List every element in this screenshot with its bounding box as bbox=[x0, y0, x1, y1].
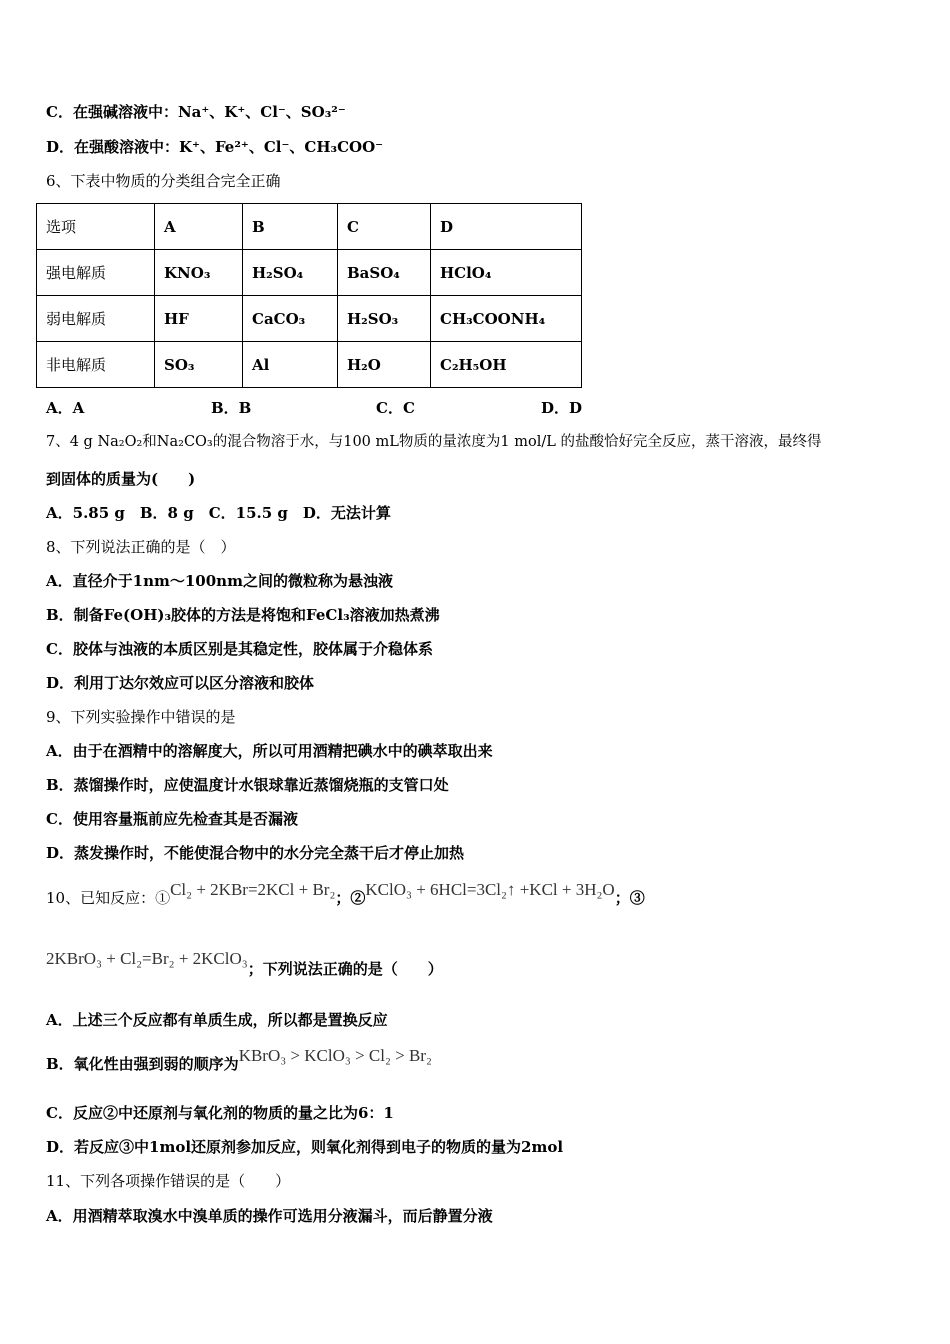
question-8-option-a: A．直径介于1nm～100nm之间的微粒称为悬浊液 bbox=[46, 572, 393, 590]
table-row bbox=[37, 250, 582, 296]
table-header-cell: D bbox=[431, 204, 582, 250]
oxidizing-order-formula: KBrO₃ > KClO₃ > Cl₂ > Br₂ bbox=[238, 1046, 432, 1065]
question-10-option-d: D．若反应③中1mol还原剂参加反应，则氧化剂得到电子的物质的量为2mol bbox=[46, 1138, 564, 1156]
question-8-stem: 8、下列说法正确的是（ ） bbox=[46, 538, 236, 556]
table-cell: HF bbox=[155, 296, 243, 342]
table-cell: C₂H₅OH bbox=[431, 342, 582, 388]
question-7-stem-line-2: 到固体的质量为( ) bbox=[46, 470, 196, 488]
question-11-option-a: A．用酒精萃取溴水中溴单质的操作可选用分液漏斗，而后静置分液 bbox=[46, 1207, 493, 1225]
question-8-option-d: D．利用丁达尔效应可以区分溶液和胶体 bbox=[46, 674, 315, 692]
question-9-option-c: C．使用容量瓶前应先检查其是否漏液 bbox=[46, 810, 298, 828]
option-c-line bbox=[46, 102, 346, 122]
table-cell: HClO₄ bbox=[431, 250, 582, 296]
table-row bbox=[37, 204, 582, 250]
table-header-cell: A bbox=[155, 204, 243, 250]
option-c-ions: Na⁺、K⁺、Cl⁻、SO₃²⁻ bbox=[177, 103, 346, 121]
table-header-cell: 选项 bbox=[37, 204, 155, 250]
reaction-2-marker: ；② bbox=[335, 889, 366, 907]
table-cell: CH₃COONH₄ bbox=[431, 296, 582, 342]
question-10-prefix: 10、已知反应：① bbox=[46, 889, 171, 907]
table-cell: SO₃ bbox=[155, 342, 243, 388]
question-6-options bbox=[46, 398, 582, 418]
option-d-line bbox=[46, 137, 383, 157]
question-10-option-b-label: B．氧化性由强到弱的顺序为 bbox=[46, 1055, 239, 1073]
question-10-option-a: A．上述三个反应都有单质生成，所以都是置换反应 bbox=[46, 1011, 388, 1029]
option-d-label: D．在强酸溶液中： bbox=[46, 138, 180, 156]
table-cell: 非电解质 bbox=[37, 342, 155, 388]
reaction-2-equation: KClO₃ + 6HCl=3Cl₂↑ +KCl + 3H₂O bbox=[365, 880, 615, 899]
table-cell: H₂SO₄ bbox=[243, 250, 338, 296]
table-cell: CaCO₃ bbox=[243, 296, 338, 342]
question-7-stem-line-1: 7、4 g Na₂O₂和Na₂CO₃的混合物溶于水，与100 mL物质的量浓度为1 mol/L 的盐酸恰好完全反应，蒸干溶液，最终得 bbox=[46, 434, 822, 450]
table-cell: 弱电解质 bbox=[37, 296, 155, 342]
question-9-stem: 9、下列实验操作中错误的是 bbox=[46, 708, 236, 726]
reaction-1-equation: Cl₂ + 2KBr=2KCl + Br₂ bbox=[170, 880, 336, 899]
question-6-option-a: A．A bbox=[46, 399, 85, 417]
classification-table bbox=[36, 203, 582, 388]
table-header-cell: C bbox=[338, 204, 431, 250]
question-7-options: A．5.85 g B．8 g C．15.5 g D．无法计算 bbox=[46, 504, 391, 522]
question-11-stem: 11、下列各项操作错误的是（ ） bbox=[46, 1172, 291, 1190]
table-cell: KNO₃ bbox=[155, 250, 243, 296]
question-8-option-b: B．制备Fe(OH)₃胶体的方法是将饱和FeCl₃溶液加热煮沸 bbox=[46, 606, 440, 624]
question-10-stem-end: ；下列说法正确的是（ ） bbox=[247, 960, 443, 978]
question-10-option-b bbox=[46, 1046, 432, 1073]
question-9-option-d: D．蒸发操作时，不能使混合物中的水分完全蒸干后才停止加热 bbox=[46, 844, 465, 862]
option-d-ions: K⁺、Fe²⁺、Cl⁻、CH₃COO⁻ bbox=[179, 138, 384, 156]
question-9-option-a: A．由于在酒精中的溶解度大，所以可用酒精把碘水中的碘萃取出来 bbox=[46, 742, 493, 760]
table-cell: Al bbox=[243, 342, 338, 388]
reaction-3-marker: ；③ bbox=[614, 889, 645, 907]
reaction-3-equation: 2KBrO₃ + Cl₂=Br₂ + 2KClO₃ bbox=[46, 949, 248, 968]
question-9-option-b: B．蒸馏操作时，应使温度计水银球靠近蒸馏烧瓶的支管口处 bbox=[46, 776, 449, 794]
question-6-option-c: C．C bbox=[376, 399, 415, 417]
question-6-option-b: B．B bbox=[211, 399, 252, 417]
table-cell: H₂O bbox=[338, 342, 431, 388]
question-10-stem-line-2 bbox=[46, 949, 443, 978]
question-10-stem-line-1 bbox=[46, 880, 645, 907]
question-8-option-c: C．胶体与浊液的本质区别是其稳定性，胶体属于介稳体系 bbox=[46, 640, 433, 658]
table-cell: BaSO₄ bbox=[338, 250, 431, 296]
option-c-label: C．在强碱溶液中： bbox=[46, 103, 178, 121]
question-6-stem: 6、下表中物质的分类组合完全正确 bbox=[46, 172, 281, 190]
question-6-option-d: D．D bbox=[541, 399, 583, 417]
table-row bbox=[37, 342, 582, 388]
table-row bbox=[37, 296, 582, 342]
table-cell: 强电解质 bbox=[37, 250, 155, 296]
question-10-option-c: C．反应②中还原剂与氧化剂的物质的量之比为6：1 bbox=[46, 1104, 394, 1122]
table-header-cell: B bbox=[243, 204, 338, 250]
table-cell: H₂SO₃ bbox=[338, 296, 431, 342]
